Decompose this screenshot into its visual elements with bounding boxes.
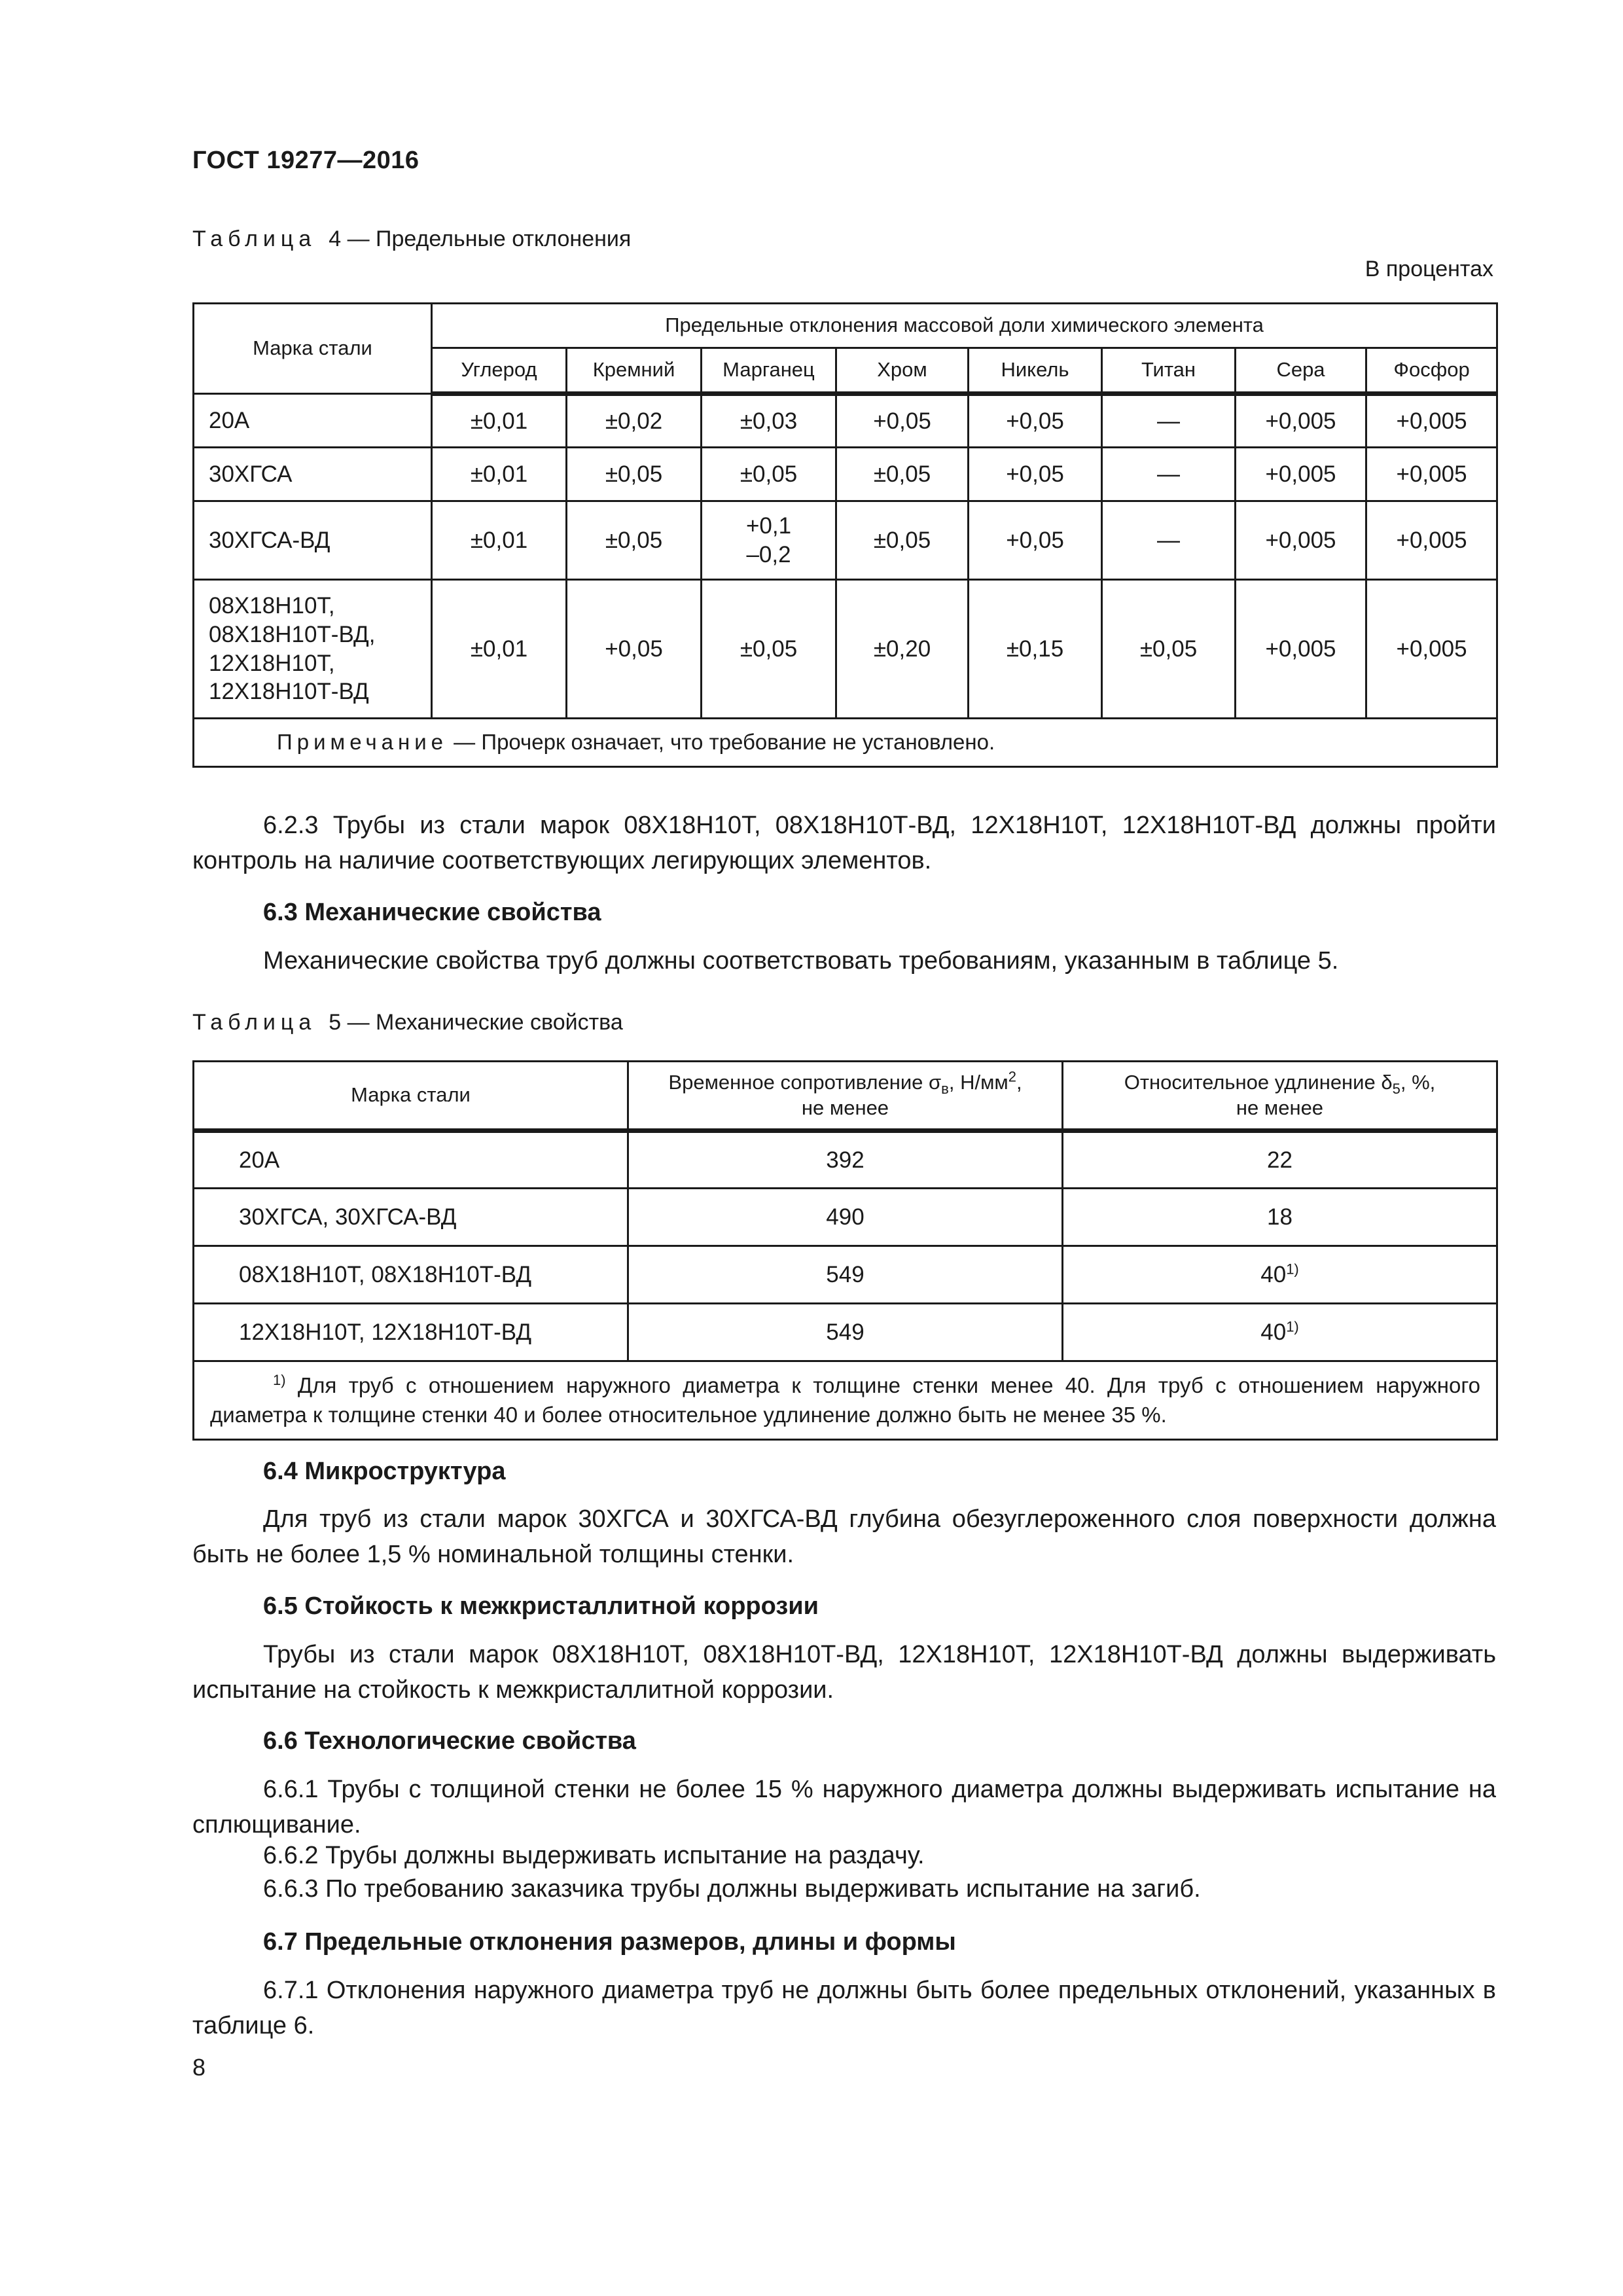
- table5-col-elongation: [1063, 1062, 1497, 1131]
- value-line: +0,05: [873, 408, 931, 434]
- value-line: ±0,05: [873, 461, 931, 487]
- elongation-value: 40: [1260, 1261, 1287, 1287]
- table4-value-cell: [1366, 448, 1497, 501]
- value-line: ±0,05: [605, 461, 663, 487]
- table4-value-cell: [702, 394, 836, 448]
- footnote-ref: 1): [1286, 1260, 1299, 1277]
- heading-6-4: 6.4 Микроструктура: [263, 1458, 506, 1485]
- value-line: +0,005: [1396, 527, 1467, 553]
- table5-col-strength: [628, 1062, 1063, 1131]
- value-line: +0,005: [1396, 408, 1467, 434]
- table4-steel-cell: [194, 580, 432, 719]
- table4-value-cell: [969, 448, 1102, 501]
- value-line: ±0,01: [470, 636, 528, 662]
- value-line: ±0,05: [873, 527, 931, 553]
- table5-caption-label: Таблица: [192, 1010, 317, 1035]
- value-line: ±0,05: [740, 461, 798, 487]
- table5-strength-cell: 549: [628, 1246, 1063, 1304]
- value-line: ±0,01: [470, 461, 528, 487]
- table5-elongation-cell: [1063, 1189, 1497, 1246]
- table4-value-cell: [432, 580, 567, 719]
- document-header: ГОСТ 19277—2016: [192, 147, 419, 174]
- table5-footnote: [194, 1361, 1497, 1440]
- table-row: [194, 1246, 1497, 1304]
- note-text: — Прочерк означает, что требование не установлено.: [448, 730, 995, 755]
- table4-element-header: Хром: [836, 348, 969, 394]
- table4-value-cell: [1366, 394, 1497, 448]
- table-row: [194, 1131, 1497, 1189]
- table5-strength-cell: 392: [628, 1131, 1063, 1189]
- footnote-text: Для труб с отношением наружного диаметра к толщине стенки менее 40. Для труб с отношением наружного диаметра к толщине стенки 40 и более относительное удлинение должно быть не менее 35 %.: [210, 1373, 1480, 1427]
- table4-value-cell: [567, 448, 702, 501]
- steel-line: 08Х18Н10Т-ВД,: [209, 621, 376, 647]
- table5-strength-cell: 490: [628, 1189, 1063, 1246]
- strength-middle: , Н/мм: [948, 1070, 1008, 1094]
- value-line: –0,2: [746, 541, 791, 567]
- strength-suffix: ,: [1016, 1070, 1022, 1094]
- paragraph-6-4: Для труб из стали марок 30ХГСА и 30ХГСА-ВД глубина обезуглероженного слоя поверхности должна быть не более 1,5 % номинальной толщины стенки.: [192, 1505, 1496, 1568]
- table4-value-cell: [1236, 501, 1366, 580]
- table5-steel-cell: 20А: [194, 1131, 628, 1189]
- table4-caption-label: Таблица: [192, 226, 317, 251]
- table4-element-header: Сера: [1236, 348, 1366, 394]
- value-line: +0,005: [1265, 408, 1336, 434]
- table4-value-cell: [969, 501, 1102, 580]
- table4-group-header: Предельные отклонения массовой доли химического элемента: [432, 304, 1497, 348]
- table5-steel-cell: 12Х18Н10Т, 12Х18Н10Т-ВД: [194, 1304, 628, 1361]
- value-line: +0,05: [1006, 408, 1064, 434]
- note-label: Примечание: [277, 730, 448, 755]
- table4-value-cell: [1102, 580, 1236, 719]
- table4-element-header: Фосфор: [1366, 348, 1497, 394]
- elong-suffix: , %,: [1400, 1070, 1436, 1094]
- value-line: ±0,01: [470, 527, 528, 553]
- table5-strength-cell: 549: [628, 1304, 1063, 1361]
- value-line: ±0,03: [740, 408, 798, 434]
- table4-caption-title: 4 — Предельные отклонения: [329, 226, 632, 251]
- elong-prefix: Относительное удлинение δ: [1124, 1070, 1393, 1094]
- value-line: ±0,02: [605, 408, 663, 434]
- value-line: —: [1157, 527, 1180, 553]
- steel-line: 20А: [209, 407, 250, 433]
- table4-value-cell: [1102, 501, 1236, 580]
- table5-elongation-cell: [1063, 1131, 1497, 1189]
- table5-steel-cell: 30ХГСА, 30ХГСА-ВД: [194, 1189, 628, 1246]
- table4-note: [194, 719, 1497, 767]
- value-line: +0,005: [1265, 636, 1336, 662]
- footnote-ref: 1): [1286, 1318, 1299, 1335]
- table4-value-cell: [1366, 501, 1497, 580]
- table5-caption-title: 5 — Механические свойства: [329, 1010, 623, 1035]
- table5-footnote-row: [194, 1361, 1497, 1440]
- value-line: +0,005: [1396, 636, 1467, 662]
- table4-value-cell: [702, 448, 836, 501]
- table4-value-cell: [836, 394, 969, 448]
- elongation-value: 22: [1267, 1147, 1293, 1173]
- paragraph-6-6-3: 6.6.3 По требованию заказчика трубы должны выдерживать испытание на загиб.: [263, 1875, 1201, 1903]
- steel-line: 12Х18Н10Т,: [209, 650, 335, 676]
- paragraph-6-3: Механические свойства труб должны соответствовать требованиям, указанным в таблице 5.: [263, 947, 1339, 975]
- value-line: +0,05: [605, 636, 663, 662]
- value-line: ±0,05: [740, 636, 798, 662]
- table4-element-header: Никель: [969, 348, 1102, 394]
- value-line: +0,005: [1265, 461, 1336, 487]
- table4-value-cell: [567, 501, 702, 580]
- table4-caption: [192, 226, 631, 252]
- paragraph-6-7-1: 6.7.1 Отклонения наружного диаметра труб не должны быть более предельных отклонений, указанных в таблице 6.: [192, 1977, 1496, 2039]
- strength-prefix: Временное сопротивление σ: [668, 1070, 942, 1094]
- steel-line: 08Х18Н10Т,: [209, 593, 335, 619]
- steel-line: 12Х18Н10Т-ВД: [209, 679, 369, 705]
- heading-6-7: 6.7 Предельные отклонения размеров, длины и формы: [263, 1928, 956, 1956]
- table4-steel-cell: [194, 501, 432, 580]
- table4-col-steel: Марка стали: [194, 304, 432, 394]
- elong-sub: 5: [1392, 1080, 1400, 1097]
- paragraph-6-5: Трубы из стали марок 08Х18Н10Т, 08Х18Н10Т-ВД, 12Х18Н10Т, 12Х18Н10Т-ВД должны выдерживать испытание на стойкость к межкристаллитной коррозии.: [192, 1641, 1496, 1704]
- steel-line: 30ХГСА: [209, 461, 293, 487]
- table-row: [194, 580, 1497, 719]
- elongation-value: 40: [1260, 1319, 1287, 1345]
- table4-note-row: [194, 719, 1497, 767]
- value-line: —: [1157, 408, 1180, 434]
- table4-value-cell: [567, 394, 702, 448]
- table5: [192, 1060, 1498, 1441]
- value-line: ±0,15: [1006, 636, 1064, 662]
- table5-elongation-cell: [1063, 1304, 1497, 1361]
- table4-element-header: Титан: [1102, 348, 1236, 394]
- table4: [192, 302, 1498, 768]
- table4-value-cell: [836, 580, 969, 719]
- table-row: [194, 394, 1497, 448]
- heading-6-6: 6.6 Технологические свойства: [263, 1727, 636, 1755]
- table4-value-cell: [432, 448, 567, 501]
- paragraph-6-6-2: 6.6.2 Трубы должны выдерживать испытание на раздачу.: [263, 1842, 925, 1869]
- table4-value-cell: [567, 580, 702, 719]
- value-line: +0,05: [1006, 527, 1064, 553]
- value-line: +0,05: [1006, 461, 1064, 487]
- table4-value-cell: [702, 501, 836, 580]
- heading-6-3: 6.3 Механические свойства: [263, 899, 601, 926]
- table4-value-cell: [836, 448, 969, 501]
- table4-value-cell: [432, 501, 567, 580]
- table-row: [194, 448, 1497, 501]
- page-number: 8: [192, 2054, 206, 2081]
- table5-steel-cell: 08Х18Н10Т, 08Х18Н10Т-ВД: [194, 1246, 628, 1304]
- value-line: +0,005: [1265, 527, 1336, 553]
- table4-value-cell: [1236, 394, 1366, 448]
- steel-line: 30ХГСА-ВД: [209, 527, 330, 553]
- table4-value-cell: [836, 501, 969, 580]
- value-line: ±0,20: [873, 636, 931, 662]
- table-row: [194, 1189, 1497, 1246]
- table4-element-header: Углерод: [432, 348, 567, 394]
- paragraph-6-2-3: 6.2.3 Трубы из стали марок 08Х18Н10Т, 08Х18Н10Т-ВД, 12Х18Н10Т, 12Х18Н10Т-ВД должны пройти контроль на наличие соответствующих легирующих элементов.: [192, 812, 1496, 874]
- table5-col-steel: Марка стали: [194, 1062, 628, 1131]
- table-row: [194, 1304, 1497, 1361]
- value-line: —: [1157, 461, 1180, 487]
- value-line: ±0,05: [1139, 636, 1198, 662]
- table4-value-cell: [702, 580, 836, 719]
- table4-value-cell: [1366, 580, 1497, 719]
- elongation-value: 18: [1267, 1204, 1293, 1230]
- table5-caption: [192, 1010, 623, 1035]
- table4-element-header: Марганец: [702, 348, 836, 394]
- table4-value-cell: [432, 394, 567, 448]
- table4-value-cell: [1236, 448, 1366, 501]
- elong-line2: не менее: [1236, 1096, 1324, 1119]
- strength-line2: не менее: [801, 1096, 889, 1119]
- value-line: ±0,05: [605, 527, 663, 553]
- table4-value-cell: [1236, 580, 1366, 719]
- table4-steel-cell: [194, 394, 432, 448]
- strength-sup: 2: [1008, 1068, 1016, 1085]
- table4-units: В процентах: [1364, 257, 1493, 281]
- paragraph-6-6-1: 6.6.1 Трубы с толщиной стенки не более 15 % наружного диаметра должны выдерживать испытание на сплющивание.: [192, 1776, 1496, 1839]
- value-line: +0,1: [745, 512, 792, 539]
- table4-steel-cell: [194, 448, 432, 501]
- table4-value-cell: [1102, 448, 1236, 501]
- footnote-mark: 1): [273, 1372, 286, 1388]
- heading-6-5: 6.5 Стойкость к межкристаллитной коррозии: [263, 1592, 819, 1620]
- table-row: [194, 501, 1497, 580]
- table4-value-cell: [1102, 394, 1236, 448]
- table4-value-cell: [969, 394, 1102, 448]
- value-line: ±0,01: [470, 408, 528, 434]
- table4-value-cell: [969, 580, 1102, 719]
- strength-sub: в: [941, 1080, 949, 1097]
- table4-element-header: Кремний: [567, 348, 702, 394]
- value-line: +0,005: [1396, 461, 1467, 487]
- table5-elongation-cell: [1063, 1246, 1497, 1304]
